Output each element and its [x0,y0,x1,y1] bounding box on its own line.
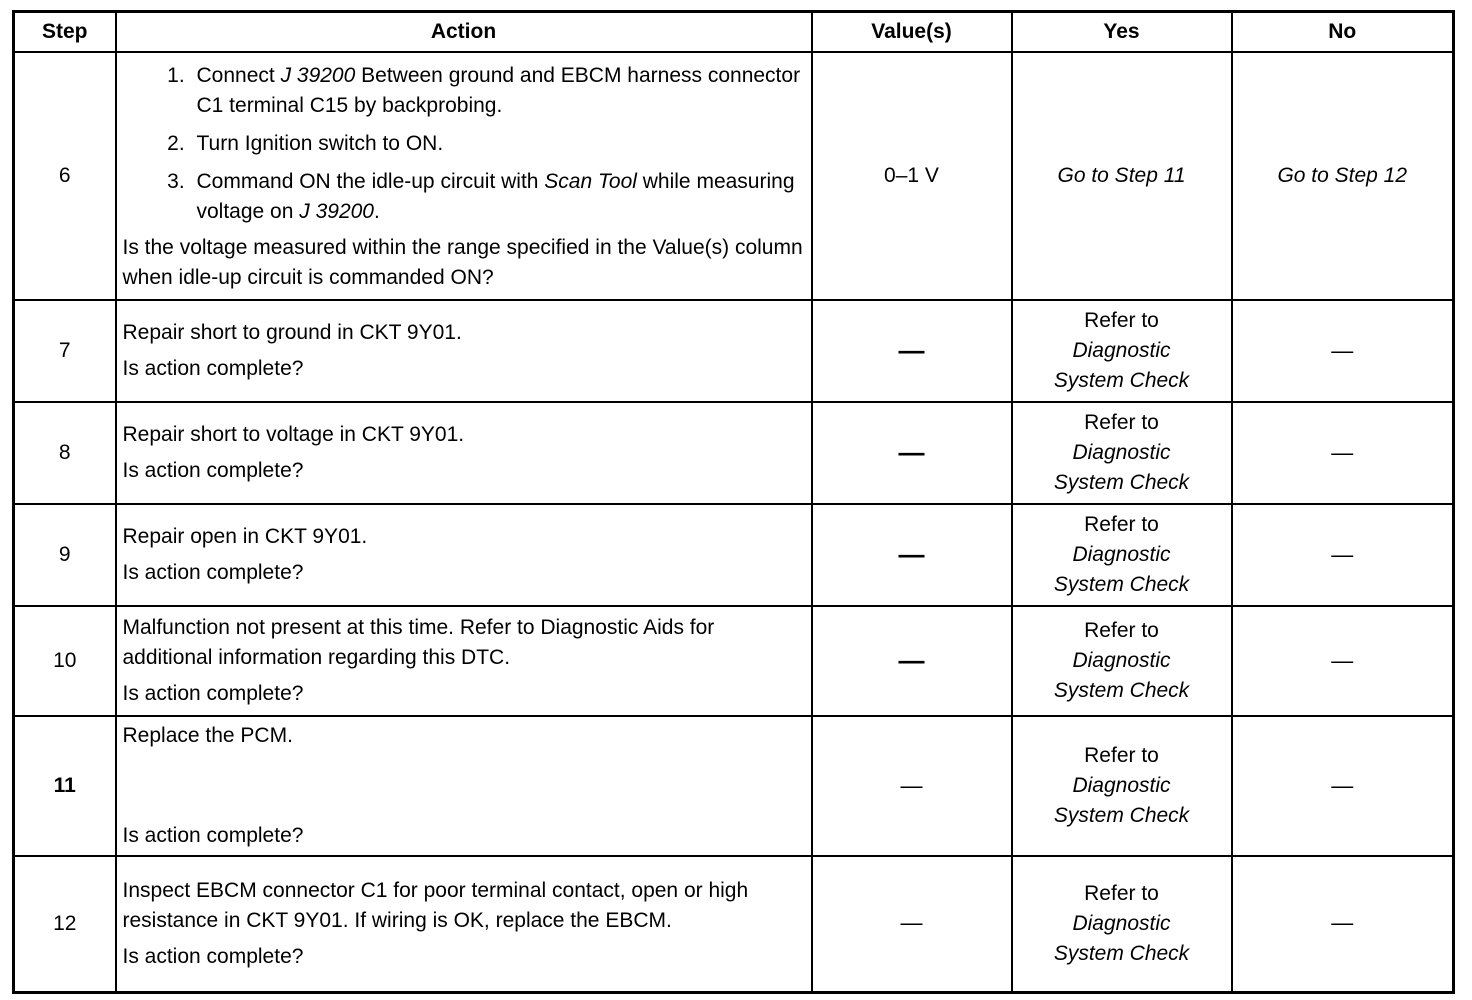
no-dash: — [1331,439,1354,465]
no-dash: — [1331,910,1354,936]
yes-cell [1012,716,1232,856]
action-text: Malfunction not present at this time. Refer to Diagnostic Aids for additional information regarding this DTC. [122,616,715,669]
action-question: Is action complete? [122,357,304,380]
value-cell [812,856,1012,992]
table-row-step-8 [14,402,1454,504]
action-text: Repair short to ground in CKT 9Y01. [122,321,462,344]
yes-line: Diagnostic [1072,911,1171,935]
table-row-step-9 [14,504,1454,606]
step-number: 7 [14,300,116,402]
yes-line: Refer to [1084,309,1159,332]
yes-cell [1012,606,1232,716]
yes-line: Diagnostic [1072,649,1171,672]
value-cell [812,606,1012,716]
action-step-item [191,129,805,159]
value-dash: — [898,334,925,365]
yes-line: Refer to [1084,881,1159,905]
step-number: 12 [14,856,116,992]
value-cell [812,402,1012,504]
yes-line: System Check [1053,573,1190,596]
diagnostic-table [12,10,1455,994]
action-question: Is action complete? [122,944,304,968]
action-text: Connect [196,64,281,87]
action-text: while measuring voltage on [196,170,795,223]
table-row-step-6 [14,52,1454,300]
value-dash: — [898,644,925,675]
action-cell [116,856,812,992]
yes-line: Diagnostic [1072,774,1171,797]
no-dash: — [1331,772,1354,798]
table-row-step-7 [14,300,1454,402]
yes-line: System Check [1053,679,1190,702]
action-text: Inspect EBCM connector C1 for poor terminal contact, open or high resistance in CKT 9Y01. If wiring is OK, replace the EBCM. [122,878,749,932]
value-dash: — [898,538,925,569]
yes-line: Refer to [1084,513,1159,536]
header-values: Value(s) [812,12,1012,53]
table-row-step-10 [14,606,1454,716]
action-text: . [373,200,380,223]
yes-line: Refer to [1084,411,1159,434]
no-cell [1232,300,1454,402]
action-text: Between ground and EBCM harness connector C1 terminal C15 by backprobing. [196,64,801,117]
tool-name: J 39200 [280,64,356,87]
table-row-step-12 [14,856,1454,992]
header-no: No [1232,12,1454,53]
yes-cell: Go to Step 11 [1012,52,1232,300]
action-question: Is action complete? [122,459,304,482]
value-dash: — [898,436,925,467]
header-row [14,12,1454,53]
diagnostic-table-page [12,10,1452,990]
no-cell [1232,402,1454,504]
no-dash: — [1331,541,1354,567]
action-content [123,721,805,851]
no-cell [1232,856,1454,992]
action-text: Replace the PCM. [122,724,293,747]
action-cell [116,716,812,856]
action-steps-list [123,61,805,227]
action-cell [116,504,812,606]
action-cell [116,402,812,504]
yes-cell [1012,402,1232,504]
value-cell: 0–1 V [812,52,1012,300]
yes-line: Diagnostic [1072,543,1171,566]
action-text: Turn Ignition switch to ON. [196,132,444,155]
yes-line: System Check [1053,804,1190,827]
yes-line: System Check [1053,941,1190,965]
action-question: Is action complete? [122,561,304,584]
step-number: 6 [14,52,116,300]
step-number: 9 [14,504,116,606]
header-step: Step [14,12,116,53]
action-cell [116,300,812,402]
value-cell [812,716,1012,856]
action-text: Repair short to voltage in CKT 9Y01. [122,423,465,446]
table-row-step-11 [14,716,1454,856]
value-dash: — [900,772,923,798]
no-cell [1232,716,1454,856]
action-text: Command ON the idle-up circuit with [196,170,545,193]
yes-line: Diagnostic [1072,339,1171,362]
yes-cell [1012,856,1232,992]
tool-name: J 39200 [299,200,374,223]
tool-name: Scan Tool [544,170,637,193]
yes-line: Refer to [1084,744,1159,767]
value-cell [812,300,1012,402]
yes-line: System Check [1053,471,1190,494]
no-dash: — [1331,337,1354,363]
step-number: 8 [14,402,116,504]
header-action: Action [116,12,812,53]
header-yes: Yes [1012,12,1232,53]
yes-cell [1012,300,1232,402]
action-cell [116,606,812,716]
action-question: Is action complete? [122,682,304,705]
value-cell [812,504,1012,606]
step-number: 10 [14,606,116,716]
action-question: Is action complete? [122,824,304,847]
value-dash: — [900,910,923,936]
action-step-item [191,167,805,227]
no-dash: — [1331,647,1354,673]
step-number: 11 [14,716,116,856]
yes-line: System Check [1053,369,1190,392]
yes-cell [1012,504,1232,606]
action-cell [116,52,812,300]
action-text: Repair open in CKT 9Y01. [122,525,368,548]
yes-line: Diagnostic [1072,441,1171,464]
no-cell [1232,504,1454,606]
no-cell [1232,606,1454,716]
no-cell: Go to Step 12 [1232,52,1454,300]
yes-line: Refer to [1084,619,1159,642]
action-question: Is the voltage measured within the range specified in the Value(s) column when idle-up circuit is commanded ON? [122,236,803,289]
action-step-item [191,61,805,121]
